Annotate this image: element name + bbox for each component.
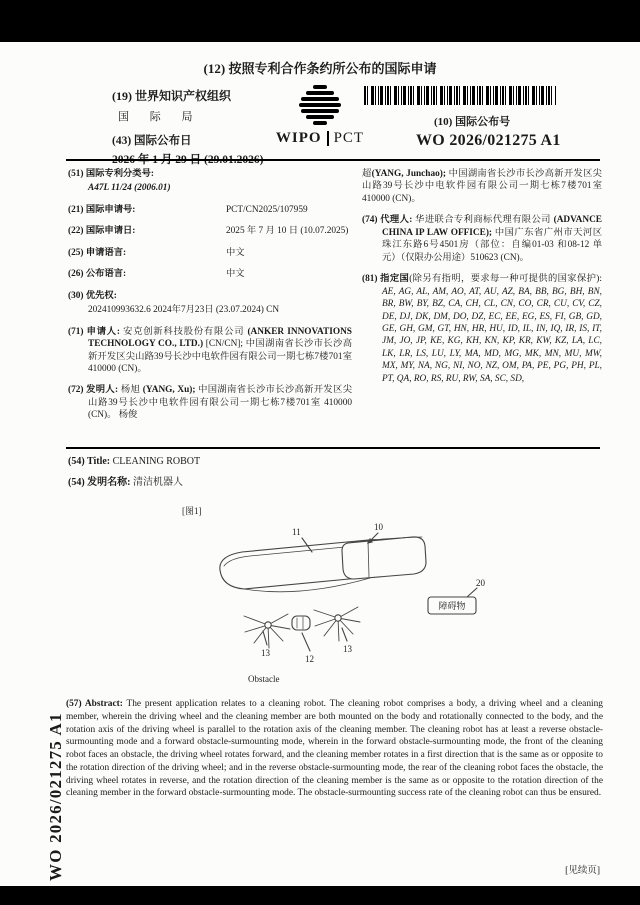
- applicant-name-zh: 安克创新科技股份有限公司: [123, 326, 245, 337]
- applicant-entry: [68, 326, 352, 376]
- org-name: (19) 世界知识产权组织: [112, 89, 231, 103]
- inventor2-name-en: (YANG, Junchao);: [371, 169, 446, 179]
- inventor2-name-zh: 超: [362, 169, 372, 179]
- pub-date-label: (43) 国际公布日: [112, 135, 192, 147]
- designated-note: (除另有指明，要求每一种可提供的国家保护):: [409, 274, 602, 285]
- agent-entry: [362, 214, 602, 264]
- publication-number-block: [364, 86, 602, 150]
- wipo-pct-wordmark: [268, 130, 372, 147]
- applicant-label: (71) 申请人:: [68, 326, 121, 337]
- inventor-continuation: [362, 168, 602, 205]
- application-date-entry: [68, 225, 352, 237]
- ipc-entry: [68, 168, 352, 195]
- figure-1: [120, 500, 600, 696]
- abstract-label: (57) Abstract:: [66, 699, 123, 709]
- bib-divider: [66, 447, 600, 449]
- header-divider: [66, 159, 600, 161]
- app-no-value: PCT/CN2025/107959: [226, 204, 308, 215]
- designated-countries: AE, AG, AL, AM, AO, AT, AU, AZ, BA, BB, BG, BH, BN, BR, BW, BY, BZ, CA, CH, CL, CN, CO, CR, CU, CV, CZ, DE, DJ, DK, DM, DO, DZ, EC, EE, EG, ES, FI, GB, GD, GE, GH, GM, GT, HN, HR, HU, ID, IL, IN, IQ, IR, IS, IT, JM, JO, JP, KE, KG, KH, KN, KP, KR, KW, KZ, LA, LC, LK, LR, LS, LU, LY, MA, MD, MG, MK, MN, MU, MW, MX, MY, NA, NG, NI, NO, NZ, OM, PA, PE, PG, PH, PL, PT, QA, RO, RS, RU, RW, SA, SC, SD,: [382, 286, 602, 384]
- continued-note: [见续页]: [565, 866, 600, 876]
- cleaning-robot-drawing: [120, 500, 600, 696]
- agent-address: 中国广东省广州市天河区珠江东路6号4501房（部位：自编01-03 和08-12 单元）（仅限办公用途）510623 (CN)。: [382, 227, 602, 263]
- priority-label: (30) 优先权:: [68, 290, 117, 301]
- scan-bar-bottom: [0, 886, 640, 905]
- wipo-wordmark-text: WIPO: [275, 130, 322, 146]
- bibliographic-section: [68, 168, 602, 431]
- title-en-value: CLEANING ROBOT: [112, 456, 201, 467]
- scan-bar-top: [0, 0, 640, 42]
- title-zh-line: [68, 473, 602, 488]
- barcode: [364, 86, 556, 105]
- app-date-value: 2025 年 7 月 10 日 (10.07.2025): [226, 226, 349, 237]
- filing-lang-label: (25) 申请语言:: [68, 247, 127, 258]
- agent-name-en: (ADVANCE CHINA IP LAW OFFICE);: [382, 215, 603, 238]
- ref-numeral-20: 20: [476, 578, 485, 588]
- ipc-label: (51) 国际专利分类号:: [68, 169, 154, 179]
- logo-divider: [327, 131, 329, 146]
- applicant-address: [CN/CN]; 中国湖南省长沙市长沙高新开发区尖山路39号长沙中电软件园有限公司一期七栋7楼701室 410000 (CN)。: [88, 339, 353, 374]
- title-zh-label: (54) 发明名称:: [68, 477, 131, 488]
- pub-no-label: (10) 国际公布号: [434, 116, 511, 128]
- bib-right-column: [362, 168, 602, 431]
- inventor-label: (72) 发明人:: [68, 385, 119, 396]
- bib-left-column: [68, 168, 352, 431]
- org-block: [112, 87, 263, 167]
- applicant-name-en: (ANKER INNOVATIONS TECHNOLOGY CO., LTD.): [88, 326, 352, 350]
- wipo-logo-block: [268, 85, 372, 147]
- inventor-entry: [68, 384, 352, 421]
- title-zh-value: 清洁机器人: [133, 477, 183, 488]
- app-no-label: (21) 国际申请号:: [68, 204, 136, 215]
- pct-wordmark-text: PCT: [333, 130, 365, 146]
- ipc-value: A47L 11/24 (2006.01): [88, 183, 171, 194]
- abstract-text: The present application relates to a cleaning robot. The cleaning robot comprises a body, a driving wheel and a cleaning member, wherein the driving wheel and the cleaning member are both mounted on the body and rotationally connected to the body, and the rotation axis of the driving wheel is parallel to the rotation axis of the cleaning member. The cleaning robot has at least a reverse obstacle-surmounting mode and a forward obstacle-surmounting mode, wherein in the forward obstacle-surmounting mode, the front of the cleaning robot faces an obstacle, the driving wheel rotates forward, and the cleaning member rotates in a first direction that is the same as or opposite to the rotation direction of the driving wheel; and in the reverse obstacle-surmounting mode, the rear of the cleaning robot faces the obstacle, the driving wheel rotates in reverse, and the rotation direction of the cleaning member is the same as or opposite to the rotation direction of the cleaning member in the forward obstacle-surmounting mode. The obstacle-surmounting success rate of the cleaning robot can thus be ensured.: [66, 699, 603, 799]
- inventor-name-en: (YANG, Xu);: [142, 385, 196, 396]
- pub-lang-label: (26) 公布语言:: [68, 269, 127, 280]
- title-en-line: [68, 456, 602, 467]
- sidebar-publication-number: WO 2026/021275 A1: [46, 712, 65, 881]
- figure-number-label: [图1]: [182, 506, 202, 516]
- ref-numeral-13b: 13: [343, 644, 352, 654]
- priority-value: 202410993632.6 2024年7月23日 (23.07.2024) CN: [88, 305, 280, 316]
- agent-name-zh: 华进联合专利商标代理有限公司: [415, 215, 551, 226]
- ref-numeral-13a: 13: [261, 648, 270, 658]
- ref-numeral-11: 11: [292, 527, 301, 537]
- ref-numeral-12: 12: [305, 654, 314, 664]
- pub-lang-value: 中文: [226, 269, 245, 280]
- publication-language-entry: [68, 268, 352, 280]
- app-date-label: (22) 国际申请日:: [68, 226, 136, 237]
- inventor-address: 中国湖南省长沙市长沙高新开发区尖山路39号长沙中电软件园有限公司一期七栋7楼701室 410000 (CN)。 杨俊: [88, 385, 352, 421]
- pub-no-value: WO 2026/021275 A1: [416, 132, 561, 149]
- obstacle-label-zh: 障碍物: [438, 601, 466, 611]
- application-number-entry: [68, 204, 352, 216]
- title-section: [68, 456, 602, 494]
- org-bureau: 国 际 局: [118, 111, 202, 123]
- obstacle-label-en: Obstacle: [248, 674, 280, 684]
- agent-label: (74) 代理人:: [362, 215, 413, 226]
- title-en-label: (54) Title:: [68, 456, 111, 467]
- inventor-name-zh: 杨旭: [120, 385, 141, 396]
- doc-type-line: (12) 按照专利合作条约所公布的国际申请: [203, 61, 437, 76]
- priority-entry: [68, 290, 352, 317]
- abstract-section: [66, 698, 603, 800]
- filing-language-entry: [68, 247, 352, 259]
- ref-numeral-10: 10: [374, 522, 383, 532]
- designated-states-entry: [362, 273, 602, 385]
- wipo-globe-icon: [298, 85, 342, 127]
- inventor2-address: 中国湖南省长沙市长沙高新开发区尖山路39号长沙中电软件园有限公司一期七栋7楼701室 410000 (CN)。: [362, 169, 602, 204]
- filing-lang-value: 中文: [226, 247, 245, 258]
- designated-label: (81) 指定国: [362, 274, 410, 285]
